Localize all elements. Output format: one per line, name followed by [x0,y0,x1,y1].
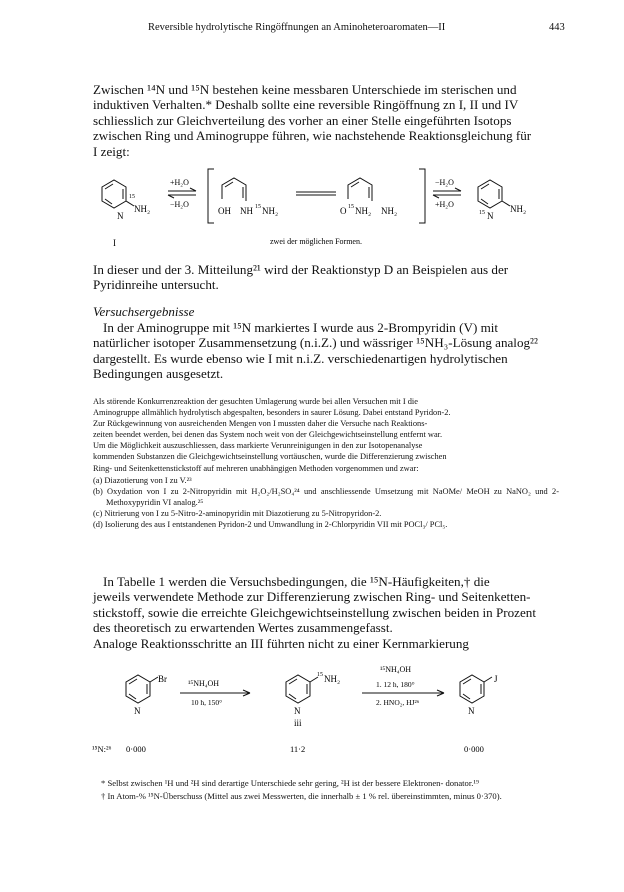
small-print-block [93,396,559,474]
reagent-label: +H₂O [170,178,189,187]
reagent-label: −H₂O [435,178,454,187]
amino-label: NH₂ [355,206,372,216]
ring-n-label: N [487,211,494,221]
amino-label: NH₂ [381,206,398,216]
condition-label: 1. 12 h, 180° [376,680,415,689]
text-line: des theoretisch zu erwartenden Wertes zusammengefasst. [93,620,393,636]
text-line: induktiven Verhalten.* Deshalb sollte eine reversible Ringöffnung zn I, II und IV [93,97,519,113]
paragraph-3 [93,320,559,382]
pyridine-ring-V [126,675,158,703]
text-line: Analoge Reaktionsschritte an III führten nicht zu einer Kernmarkierung [93,635,469,651]
text-line: jeweils verwendete Methode zur Differenzierung zwischen Ring- und Seitenketten- [93,589,531,605]
footnote: † In Atom-% ¹⁵N-Überschuss (Mittel aus zwei Messwerten, die innerhalb ± 1 % rel. übereinstimmten, minus 0·370). [101,791,502,801]
text-line: dargestellt. Es wurde ebenso wie I mit n.i.Z. verschiedenartigen hydrolytischen [93,350,508,366]
equilibrium-arrows-3 [433,188,461,198]
text-line: natürlicher isotoper Zusammensetzung (n.i.Z.) und wässriger ¹⁵NH₃-Lösung analog²² [93,335,538,351]
ring-n-label: N [468,706,475,716]
text-line: stickstoff, sowie die erreichte Gleichgewichtseinstellung zwischen beiden in Prozent [93,604,536,620]
open-chain-form-2 [348,178,372,201]
pyridine-ring-iii [286,675,318,703]
isotope-label: 15 [348,204,354,210]
text-line: In der Aminogruppe mit ¹⁵N markiertes I wurde aus 2-Brompyridin (V) mit [103,320,499,335]
condition-label: 10 h, 150° [191,698,223,707]
reagent-label: ¹⁵NH₄OH [188,679,220,688]
paragraph-4 [93,574,559,651]
text-line: Aminogruppe allmählich hydrolytisch abgespalten, besonders in saurer Lösung. Dabei entstand Pyridon-2. [93,408,451,418]
ring-n-label: N [134,706,141,716]
reaction-scheme-1 [90,165,560,250]
section-heading: Versuchsergebnisse [93,304,195,319]
text-line: Bedingungen ausgesetzt. [93,366,224,382]
page-number: 443 [549,22,565,33]
bromo-label: Br [158,674,167,684]
text-line: Pyridinreihe untersucht. [93,277,219,293]
list-item: (d) Isolierung des aus I entstandenen Pyridon-2 und Umwandlung in 2-Chlorpyridin VII mit POCl₃/ PCl₅. [93,520,448,529]
intro-paragraph [93,82,559,159]
open-chain-form-1 [222,178,246,201]
reaction-scheme-2 [90,660,560,755]
footnote: * Selbst zwischen ¹H und ²H sind derartige Unterschiede sehr gering, ²H ist der bessere Elektronen- donator.¹⁹ [101,778,479,788]
reaction-arrow-1 [180,690,250,696]
text-line: schliesslich zur Gleichverteilung des vorher an einer Stelle eingeführten Isotops [93,112,512,128]
isotope-value: 11·2 [290,744,306,754]
isotope-value: 0·000 [464,744,484,754]
text-line: Ring- und Seitenkettenstickstoff auf mehreren unabhängigen Methoden vorgenommen und zwar: [93,463,419,473]
text-line: Um die Möglichkeit auszuschliessen, dass markierte Verunreinigungen in den zur Isotopenanalyse [93,441,423,451]
isotope-label: 15 [479,210,485,216]
amino-label: NH₂ [134,204,151,214]
text-line: zwischen Ring und Aminogruppe führen, wie nachstehende Reaktionsgleichung für [93,128,532,144]
text-line: In dieser und der 3. Mitteilung²¹ wird der Reaktionstyp D an Beispielen aus der [93,262,509,277]
isotope-label: 15 [255,204,261,210]
reagent-label: −H₂O [170,200,189,209]
text-line: I zeigt: [93,143,130,159]
scheme-caption: zwei der möglichen Formen. [270,237,362,246]
list-item: (a) Diazotierung von I zu V.²³ [93,476,192,485]
amino-label: NH₂ [324,674,341,684]
compound-label: I [113,238,116,248]
amino-label: NH₂ [262,206,279,216]
method-list [93,475,559,530]
pyridine-ring-iodo [460,675,492,703]
reaction-arrow-2 [362,690,444,696]
text-line: kommenden Substanzen die Gleichgewichtseinstellung vortäuschen, wurde die Differenzierung zwischen [93,452,447,462]
running-title: Reversible hydrolytische Ringöffnungen an Aminoheteroaromaten—II [148,22,446,33]
isotope-row-label: ¹⁵N:²⁶ [92,744,112,754]
isotope-label: 15 [129,194,135,200]
condition-label: 2. HNO₂, HJ²⁶ [376,698,420,707]
paragraph-2 [93,262,559,293]
list-item: (b) Oxydation von I zu 2-Nitropyridin mit H₂O₂/H₂SO₄²⁴ und anschliessende Umsetzung mit NaOMe/ MeOH zu NaNO₂ und 2-Methoxypyridin VI analog.²⁵ [93,487,559,507]
iodo-label: J [494,674,498,684]
amino-label: NH₂ [510,204,527,214]
compound-label: iii [294,718,302,728]
isotope-value: 0·000 [126,744,146,754]
pyridine-ring-labelled [478,180,510,208]
text-line: In Tabelle 1 werden die Versuchsbedingungen, die ¹⁵N-Häufigkeiten,† die [103,574,490,589]
oxygen-label: O [340,206,347,216]
equilibrium-arrows-2 [296,192,336,195]
hydroxyl-label: OH [218,206,231,216]
text-line: zeiten beendet werden, bei denen das System noch weit von der Gleichgewichtseinstellung entfernt war. [93,430,443,440]
ring-n-label: N [117,211,124,221]
text-line: Zwischen ¹⁴N und ¹⁵N bestehen keine messbaren Unterschiede im sterischen und [93,82,517,97]
list-item: (c) Nitrierung von I zu 5-Nitro-2-aminopyridin mit Diazotierung zu 5-Nitropyridon-2. [93,509,382,518]
equilibrium-arrows-1 [168,188,196,198]
text-line: Zur Rückgewinnung von ausreichenden Mengen von I mussten daher die Versuche nach Reaktions- [93,419,428,429]
text-line: Als störende Konkurrenzreaktion der gesuchten Umlagerung wurde bei allen Versuchen mit I die [93,397,418,406]
ring-n-label: N [294,706,301,716]
imine-label: NH [240,206,253,216]
footnotes [93,778,559,802]
reagent-label: +H₂O [435,200,454,209]
reagent-label: ¹⁵NH₄OH [380,665,412,674]
isotope-label: 15 [317,672,323,678]
